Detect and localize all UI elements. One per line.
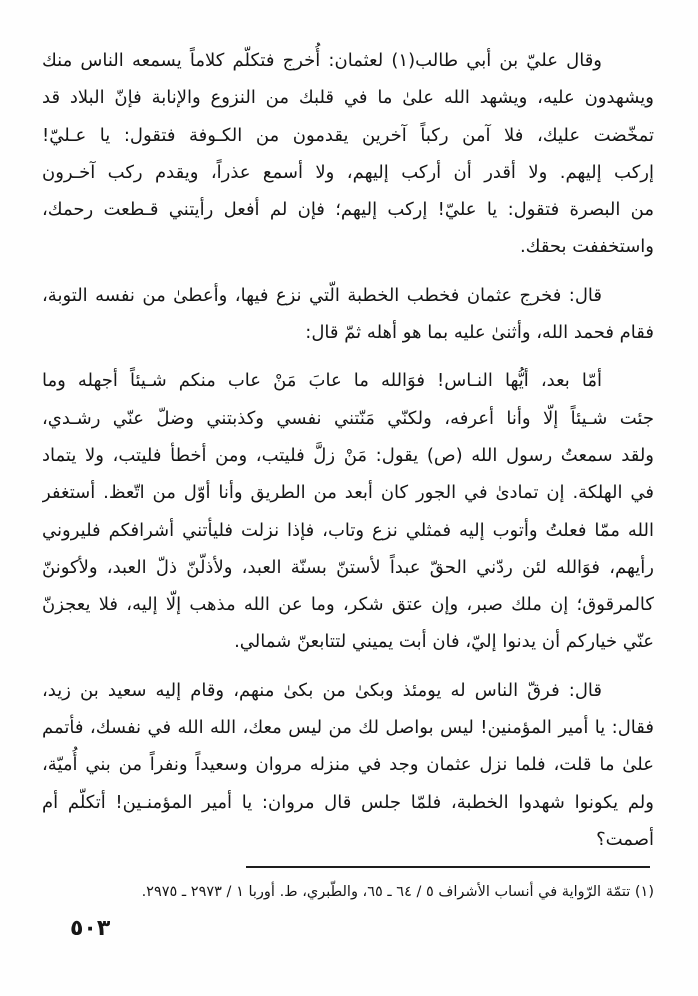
- body-line: جئت شـيئاً إلّا وأنا أعرفه، ولكنّي مَنّتني نفسي وكذبتني وضلّ عنّي رشـدي،: [42, 407, 654, 429]
- body-line: من البصرة فتقول: يا عليّ! إركب إليهم؛ فإن لم أفعل رأيتني قـطعت رحمك،: [42, 199, 654, 221]
- body-line: تمخّضت عليك، فلا آمن ركباً آخرين يقدمون من الكـوفة فتقول: يا عـليّ!: [42, 124, 654, 146]
- paragraph: [42, 362, 654, 660]
- body-line: في الهلكة. إن تمادىٰ في الجور كان أبعد من الطريق وأنا أوّل من اتّعظ. أستغفر: [42, 482, 654, 504]
- body-line: ولقد سمعتُ رسول الله (ص) يقول: مَنْ زلَّ فليتب، ومن أخطأ فليتب، ولا يتماد: [42, 444, 654, 466]
- page-number: ٥٠٣: [70, 916, 111, 941]
- body-line: فقام فحمد الله، وأثنىٰ عليه بما هو أهله ثمّ قال:: [305, 322, 654, 344]
- body-text: [42, 42, 654, 858]
- body-line: فقال: يا أمير المؤمنين! ليس بواصل لك من ليس معك، الله الله في نفسك، فأتمم: [42, 717, 654, 739]
- paragraph: [42, 42, 654, 266]
- body-line: الله ممّا فعلتُ وأتوب إليه فمثلي نزع وتاب، فإذا نزلت فليأتني أشرافكم فليروني: [42, 519, 654, 541]
- body-line: أصمت؟: [596, 828, 654, 850]
- body-line: وقال عليّ بن أبي طالب(١) لعثمان: أُخرج فتكلّم كلاماً يسمعه الناس منك: [42, 50, 602, 71]
- body-line: علىٰ ما قلت، فلما نزل عثمان وجد في منزله مروان وسعيداً ونفراً من بني أُميّة،: [42, 754, 654, 776]
- paragraph: [42, 277, 654, 352]
- body-line: واستخففت بحقك.: [519, 236, 654, 258]
- body-line: رأيهم، فوَالله لئن ردّني الحقّ عبداً لأستنّ بسنّة العبد، ولأذلّنّ ذلّ العبد، ولأكوننّ: [42, 556, 654, 578]
- footnote-separator: [246, 866, 650, 868]
- paragraph: [42, 672, 654, 858]
- body-line: إركب إليهم. ولا أقدر أن أركب إليهم، ولا أسمع عذراً، ويقدم ركب آخـرون: [42, 161, 654, 183]
- body-line: ولم يكونوا شهدوا الخطبة، فلمّا جلس قال مروان: يا أمير المؤمنـين! أتكلّم أم: [42, 791, 654, 813]
- body-line: أمّا بعد، أيُّها النـاس! فوَالله ما عابَ مَنْ عاب منكم شـيئاً أجهله وما: [42, 370, 602, 392]
- body-line: قال: فخرج عثمان فخطب الخطبة الّتي نزع فيها، وأعطىٰ من نفسه التوبة،: [42, 284, 602, 306]
- body-line: كالمرقوق؛ إن ملك صبر، وإن عتق شكر، وما عن الله مذهب إلّا إليه، فلا يعجزنّ: [42, 594, 654, 616]
- footnote: (١) تتمّة الرّواية في أنساب الأشراف ٥ / ٦٤ ـ ٦٥، والطّبري، ط. أوربا ١ / ٢٩٧٣ ـ ٢٩٧٥.: [141, 884, 654, 900]
- body-line: عنّي خياركم أن يدنوا إليّ، فان أبت يميني لتتابعنّ شمالي.: [234, 631, 654, 653]
- body-line: ويشهدون عليه، ويشهد الله علىٰ ما في قلبك من النزوع والإنابة فإنّ البلاد قد: [42, 87, 654, 109]
- body-line: قال: فرقّ الناس له يومئذ وبكىٰ من بكىٰ منهم، وقام إليه سعيد بن زيد،: [42, 679, 602, 701]
